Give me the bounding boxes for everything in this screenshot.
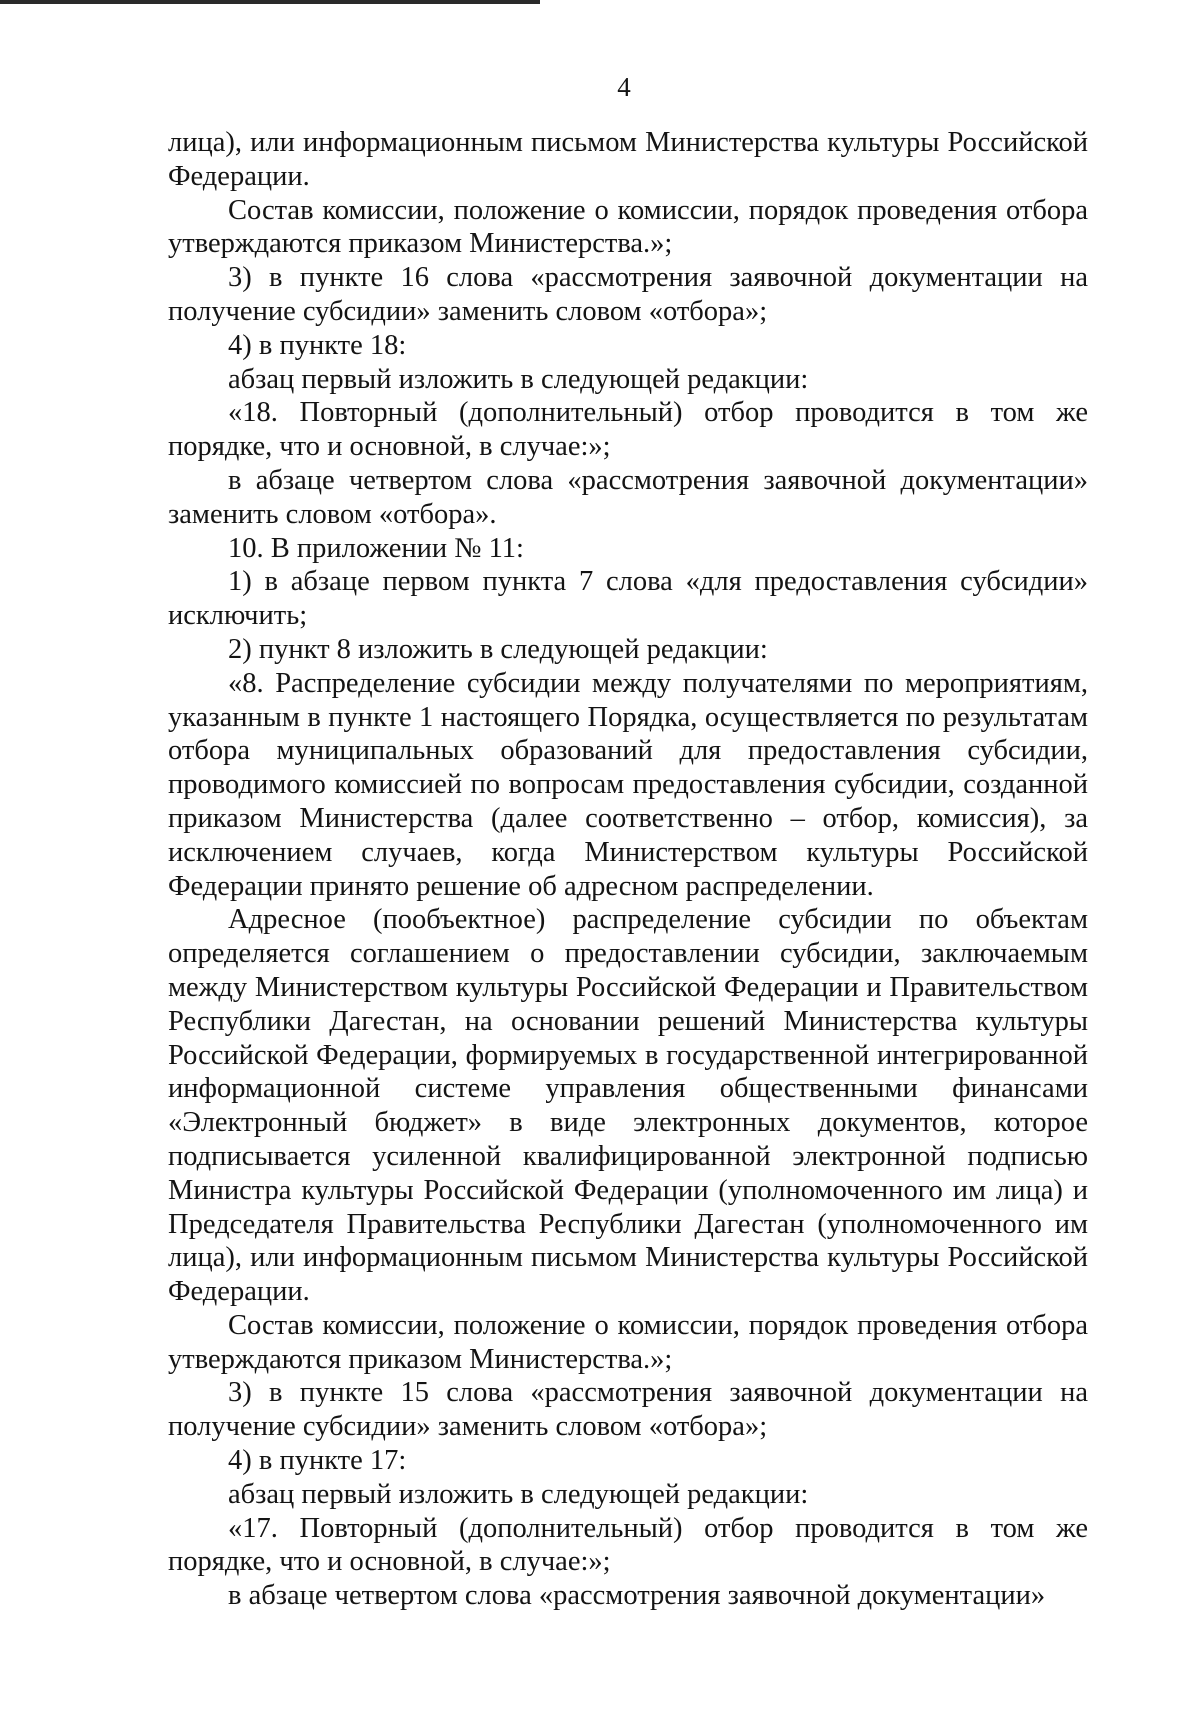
paragraph: 4) в пункте 18: bbox=[228, 329, 407, 361]
paragraph: 10. В приложении № 11: bbox=[228, 532, 524, 564]
paragraph: Состав комиссии, положение о комиссии, порядок проведения отбора утверждаются приказом Министерства.»; bbox=[168, 194, 1088, 260]
paragraph: «8. Распределение субсидии между получателями по мероприятиям, указанным в пункте 1 настоящего Порядка, осуществляется по результатам отбора муниципальных образований для предоставления субсидии, проводимого комиссией по вопросам предоставления субсидии, созданной приказом Министерства (далее соответственно – отбор, комиссия), за исключением случаев, когда Министерством культуры Российской Федерации принято решение об адресном распределении. bbox=[168, 667, 1088, 902]
paragraph: 3) в пункте 15 слова «рассмотрения заявочной документации на получение субсидии» заменить словом «отбора»; bbox=[168, 1377, 1088, 1443]
paragraph: 1) в абзаце первом пункта 7 слова «для предоставления субсидии» исключить; bbox=[168, 566, 1088, 632]
document-body bbox=[168, 126, 1088, 1613]
paragraph: 3) в пункте 16 слова «рассмотрения заявочной документации на получение субсидии» заменить словом «отбора»; bbox=[168, 262, 1088, 327]
paragraph-cut: в абзаце четвертом слова «рассмотрения заявочной документации» bbox=[228, 1580, 1046, 1612]
paragraph: «18. Повторный (дополнительный) отбор проводится в том же порядке, что и основной, в случае:»; bbox=[168, 397, 1088, 463]
paragraph: Адресное (пообъектное) распределение субсидии по объектам определяется соглашением о предоставлении субсидии, заключаемым между Министерством культуры Российской Федерации и Правительством Республики Дагестан, на основании решений Министерства культуры Российской Федерации, формируемых в государственной интегрированной информационной системе управления общественными финансами «Электронный бюджет» в виде электронных документов, которое подписывается усиленной квалифицированной электронной подписью Министра культуры Российской Федерации (уполномоченного им лица) и Председателя Правительства Республики Дагестан (уполномоченного им лица), или информационным письмом Министерства культуры Российской Федерации. bbox=[168, 904, 1088, 1308]
paragraph: 2) пункт 8 изложить в следующей редакции: bbox=[228, 633, 768, 665]
paragraph: в абзаце четвертом слова «рассмотрения заявочной документации» заменить словом «отбора». bbox=[168, 464, 1088, 530]
paragraph-continuation: лица), или информационным письмом Министерства культуры Российской Федерации. bbox=[168, 127, 1088, 192]
page-number: 4 bbox=[617, 72, 631, 102]
scan-top-edge-line bbox=[0, 0, 540, 4]
paragraph: абзац первый изложить в следующей редакции: bbox=[228, 363, 809, 395]
paragraph: «17. Повторный (дополнительный) отбор проводится в том же порядке, что и основной, в случае:»; bbox=[168, 1512, 1088, 1578]
paragraph: абзац первый изложить в следующей редакции: bbox=[228, 1478, 809, 1510]
paragraph: 4) в пункте 17: bbox=[228, 1445, 407, 1477]
paragraph: Состав комиссии, положение о комиссии, порядок проведения отбора утверждаются приказом Министерства.»; bbox=[168, 1309, 1088, 1375]
